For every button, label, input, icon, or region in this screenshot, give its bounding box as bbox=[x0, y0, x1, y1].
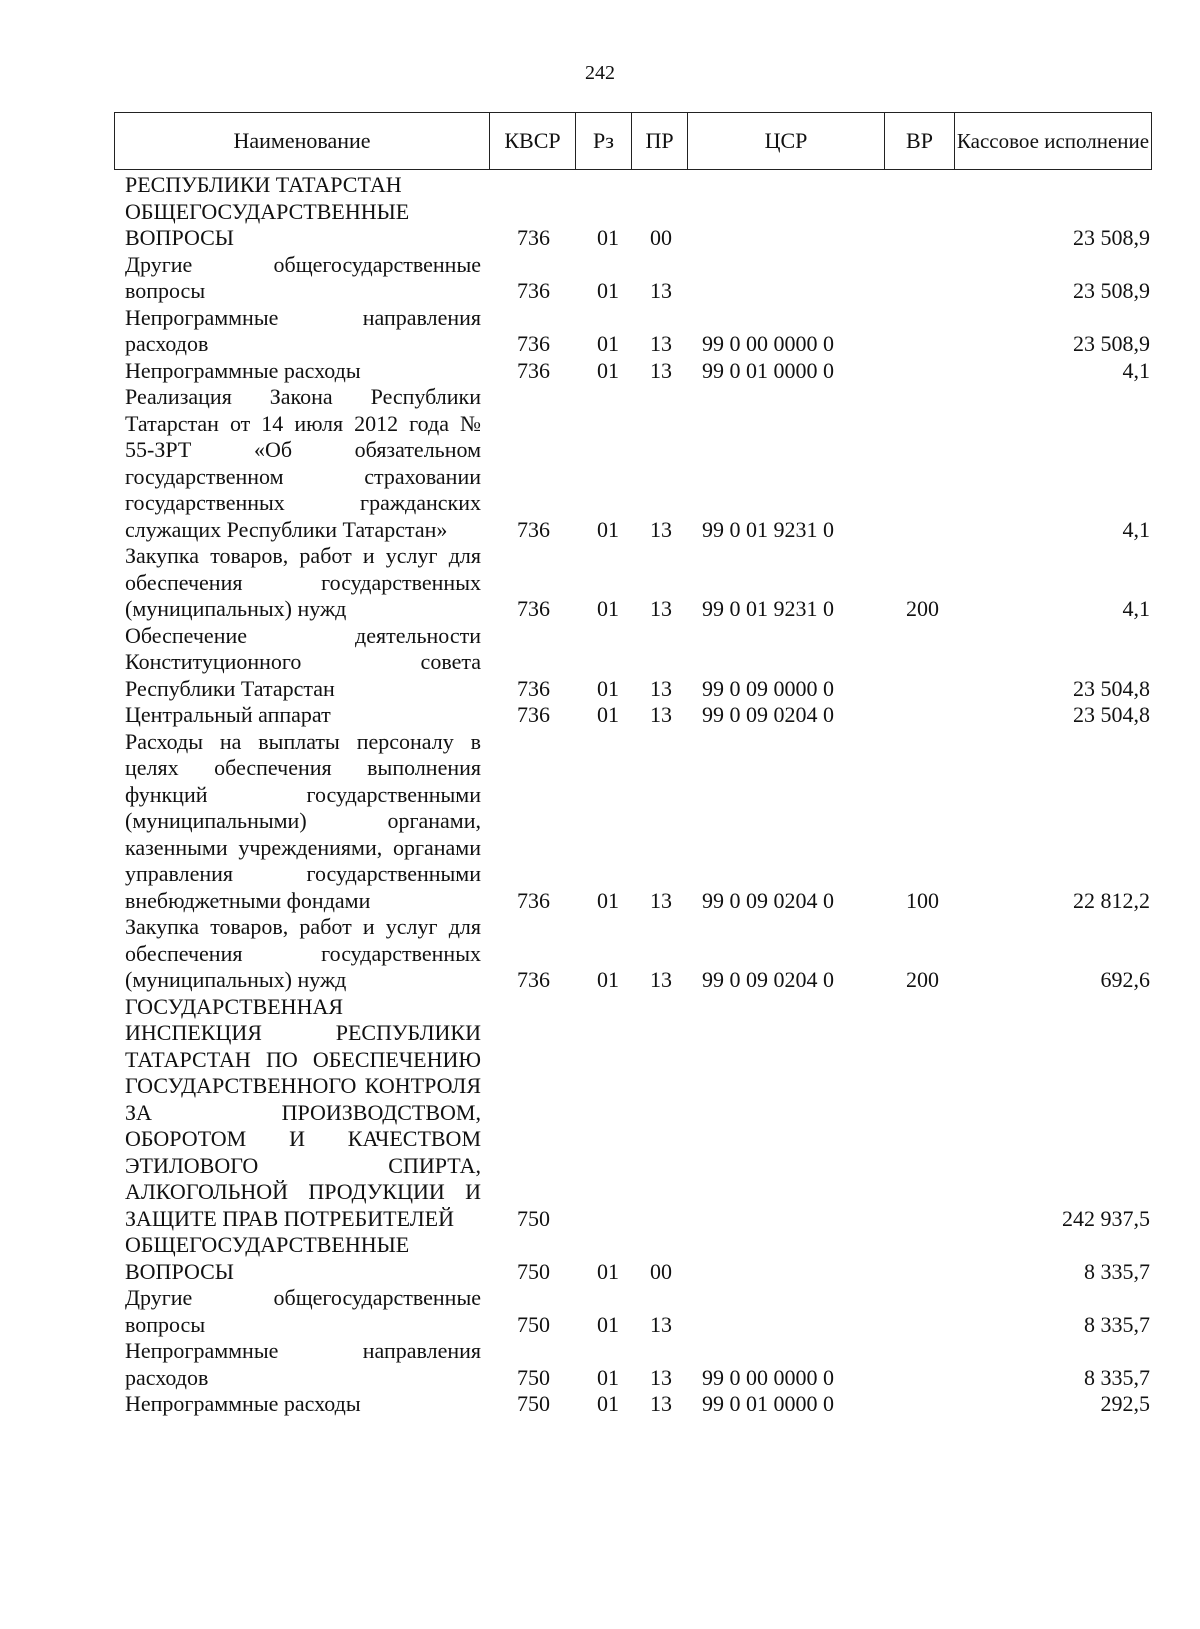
cell-rz: 01 bbox=[597, 702, 619, 727]
cell-pr: 13 bbox=[650, 967, 672, 992]
cell-csr: 99 0 01 0000 0 bbox=[702, 1391, 834, 1416]
cell-rz: 01 bbox=[597, 1391, 619, 1416]
cell-pr: 13 bbox=[650, 278, 672, 303]
table-row bbox=[125, 914, 1150, 994]
cell-rz: 01 bbox=[597, 596, 619, 621]
table-row bbox=[125, 702, 1150, 729]
cell-name: ОБЩЕГОСУДАРСТВЕННЫЕ ВОПРОСЫ bbox=[125, 198, 410, 250]
cell-amount: 4,1 bbox=[1122, 357, 1150, 383]
cell-rz: 01 bbox=[597, 516, 619, 542]
cell-amount: 22 812,2 bbox=[1073, 887, 1150, 913]
cell-pr: 00 bbox=[650, 225, 672, 250]
table-row bbox=[125, 1391, 1150, 1418]
cell-kvsr: 750 bbox=[517, 1205, 550, 1231]
cell-kvsr: 750 bbox=[517, 1364, 550, 1390]
cell-rz: 01 bbox=[597, 887, 619, 913]
cell-kvsr: 736 bbox=[517, 596, 550, 621]
cell-amount: 23 504,8 bbox=[1073, 675, 1150, 701]
table-row bbox=[125, 1285, 1150, 1338]
cell-rz: 01 bbox=[597, 967, 619, 992]
cell-amount: 8 335,7 bbox=[1084, 1258, 1150, 1284]
cell-pr: 13 bbox=[650, 516, 672, 542]
cell-rz: 01 bbox=[597, 357, 619, 383]
cell-kvsr: 736 bbox=[517, 887, 550, 913]
cell-csr: 99 0 09 0000 0 bbox=[702, 675, 834, 701]
header-vr: ВР bbox=[885, 113, 955, 169]
cell-pr: 13 bbox=[650, 1364, 672, 1390]
cell-name: Реализация Закона Республики Татарстан от 14 июля 2012 года № 55-ЗРТ «Об обязательном государственном страховании государственных гражданских служащих Республики Татарстан» bbox=[125, 384, 481, 542]
cell-rz: 01 bbox=[597, 278, 619, 303]
table-row bbox=[125, 994, 1150, 1233]
cell-vr: 200 bbox=[906, 596, 939, 621]
table-row bbox=[125, 305, 1150, 358]
cell-rz: 01 bbox=[597, 675, 619, 701]
cell-amount: 4,1 bbox=[1122, 596, 1150, 621]
table-row bbox=[125, 1232, 1150, 1285]
cell-pr: 13 bbox=[650, 357, 672, 383]
table-row bbox=[125, 623, 1150, 703]
cell-csr: 99 0 09 0204 0 bbox=[702, 702, 834, 727]
cell-kvsr: 736 bbox=[517, 516, 550, 542]
header-name: Наименование bbox=[115, 113, 490, 169]
cell-rz: 01 bbox=[597, 1311, 619, 1337]
cell-kvsr: 736 bbox=[517, 278, 550, 303]
header-csr: ЦСР bbox=[688, 113, 885, 169]
cell-name: Закупка товаров, работ и услуг для обеспечения государственных (муниципальных) нужд bbox=[125, 543, 481, 621]
cell-name: РЕСПУБЛИКИ ТАТАРСТАН bbox=[125, 172, 402, 197]
cell-name: Обеспечение деятельности Конституционного совета Республики Татарстан bbox=[125, 622, 481, 701]
cell-csr: 99 0 01 9231 0 bbox=[702, 516, 834, 542]
cell-kvsr: 736 bbox=[517, 702, 550, 727]
cell-kvsr: 736 bbox=[517, 331, 550, 356]
cell-kvsr: 736 bbox=[517, 967, 550, 992]
cell-pr: 13 bbox=[650, 702, 672, 727]
header-amount: Кассовое исполнение bbox=[956, 129, 1150, 153]
header-rz: Рз bbox=[576, 113, 632, 169]
page-number: 242 bbox=[585, 62, 615, 84]
header-kvsr: КВСР bbox=[490, 113, 576, 169]
cell-pr: 13 bbox=[650, 331, 672, 356]
table-row bbox=[125, 358, 1150, 385]
cell-amount: 4,1 bbox=[1122, 516, 1150, 542]
table-row bbox=[125, 199, 1150, 252]
cell-name: Непрограммные направления расходов bbox=[125, 304, 481, 356]
cell-name: ОБЩЕГОСУДАРСТВЕННЫЕ ВОПРОСЫ bbox=[125, 1232, 410, 1284]
cell-amount: 242 937,5 bbox=[1062, 1205, 1150, 1231]
cell-rz: 01 bbox=[597, 1258, 619, 1284]
table-row bbox=[125, 384, 1150, 543]
cell-amount: 23 504,8 bbox=[1073, 702, 1150, 727]
cell-amount: 23 508,9 bbox=[1073, 331, 1150, 356]
cell-name: Другие общегосударственные вопросы bbox=[125, 251, 481, 303]
cell-amount: 292,5 bbox=[1100, 1391, 1150, 1416]
cell-pr: 13 bbox=[650, 596, 672, 621]
cell-amount: 23 508,9 bbox=[1073, 225, 1150, 250]
cell-pr: 13 bbox=[650, 675, 672, 701]
cell-name: Непрограммные направления расходов bbox=[125, 1338, 481, 1390]
cell-rz: 01 bbox=[597, 331, 619, 356]
cell-pr: 00 bbox=[650, 1258, 672, 1284]
cell-amount: 8 335,7 bbox=[1084, 1364, 1150, 1390]
table-row bbox=[125, 543, 1150, 623]
cell-csr: 99 0 00 0000 0 bbox=[702, 331, 834, 356]
cell-vr: 100 bbox=[906, 887, 939, 913]
cell-csr: 99 0 09 0204 0 bbox=[702, 887, 834, 913]
cell-kvsr: 750 bbox=[517, 1258, 550, 1284]
cell-rz: 01 bbox=[597, 225, 619, 250]
cell-kvsr: 736 bbox=[517, 675, 550, 701]
table-row bbox=[125, 252, 1150, 305]
cell-rz: 01 bbox=[597, 1364, 619, 1390]
table-header bbox=[114, 112, 1152, 170]
cell-kvsr: 750 bbox=[517, 1311, 550, 1337]
table-row bbox=[125, 1338, 1150, 1391]
cell-kvsr: 750 bbox=[517, 1391, 550, 1416]
cell-pr: 13 bbox=[650, 1311, 672, 1337]
cell-name: Центральный аппарат bbox=[125, 702, 331, 727]
cell-name: ГОСУДАРСТВЕННАЯ ИНСПЕКЦИЯ РЕСПУБЛИКИ ТАТАРСТАН ПО ОБЕСПЕЧЕНИЮ ГОСУДАРСТВЕННОГО КОНТРОЛЯ ЗА ПРОИЗВОДСТВОМ, ОБОРОТОМ И КАЧЕСТВОМ ЭТИЛОВОГО СПИРТА, АЛКОГОЛЬНОЙ ПРОДУКЦИИ И ЗАЩИТЕ ПРАВ ПОТРЕБИТЕЛЕЙ bbox=[125, 993, 481, 1231]
cell-csr: 99 0 09 0204 0 bbox=[702, 967, 834, 992]
cell-amount: 23 508,9 bbox=[1073, 278, 1150, 303]
cell-csr: 99 0 01 9231 0 bbox=[702, 596, 834, 621]
cell-csr: 99 0 00 0000 0 bbox=[702, 1364, 834, 1390]
cell-pr: 13 bbox=[650, 1391, 672, 1416]
cell-csr: 99 0 01 0000 0 bbox=[702, 357, 834, 383]
cell-name: Другие общегосударственные вопросы bbox=[125, 1285, 481, 1337]
cell-name: Непрограммные расходы bbox=[125, 357, 361, 383]
table-body bbox=[125, 172, 1150, 1418]
cell-name: Закупка товаров, работ и услуг для обеспечения государственных (муниципальных) нужд bbox=[125, 914, 481, 992]
cell-kvsr: 736 bbox=[517, 357, 550, 383]
cell-kvsr: 736 bbox=[517, 225, 550, 250]
cell-pr: 13 bbox=[650, 887, 672, 913]
cell-name: Расходы на выплаты персоналу в целях обеспечения выполнения функций государственными (муниципальными) органами, казенными учреждениями, органами управления государственными внебюджетными фондами bbox=[125, 728, 481, 913]
table-row bbox=[125, 172, 1150, 199]
cell-vr: 200 bbox=[906, 967, 939, 992]
cell-amount: 8 335,7 bbox=[1084, 1311, 1150, 1337]
cell-amount: 692,6 bbox=[1100, 967, 1150, 992]
cell-name: Непрограммные расходы bbox=[125, 1391, 361, 1416]
table-row bbox=[125, 729, 1150, 915]
header-pr: ПР bbox=[632, 113, 688, 169]
